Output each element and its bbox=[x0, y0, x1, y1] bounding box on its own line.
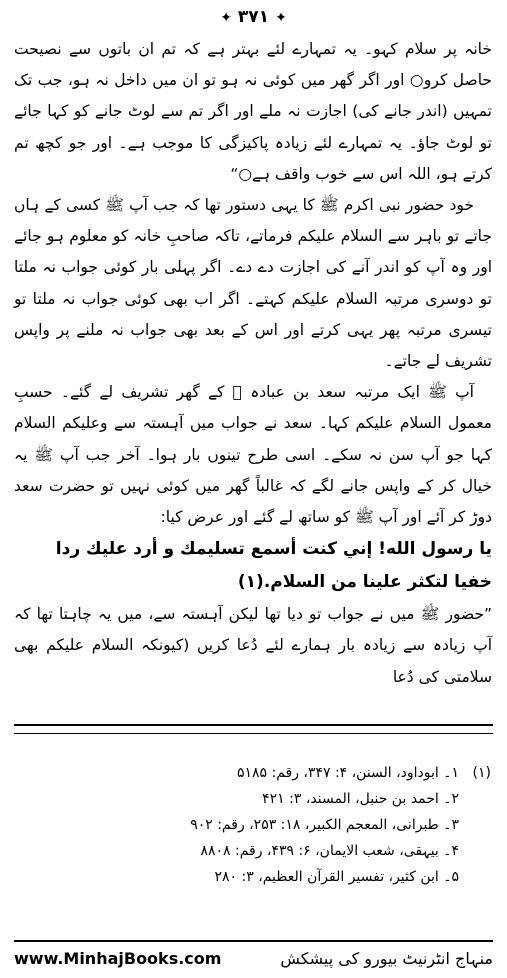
footnote-text: ۲۔ احمد بن حنبل، المسند، ۳: ۴۲۱ bbox=[262, 791, 459, 807]
footnote-text: ۳۔ طبرانی، المعجم الکبیر، ۱۸: ۲۵۳، رقم: ۹۰۲ bbox=[190, 817, 459, 833]
footnote bbox=[15, 760, 491, 786]
footer-url-link[interactable]: www.MinhajBooks.com bbox=[14, 948, 222, 968]
footnotes bbox=[15, 760, 491, 890]
arabic-quote: يا رسول الله! إني كنت أسمع تسليمك و أرد عليك ردا خفيا لتكثر علينا من السلام.(۱) bbox=[55, 539, 492, 593]
paragraph: ”حضور ﷺ میں نے جواب تو دیا تھا لیکن آہستہ سے، میں یہ چاہتا تھا کہ آپ زیادہ سے زیادہ بار ہمارے لئے دُعا کریں (کیونکہ السلام علیکم بھی سلامتی کی دُعا bbox=[14, 605, 492, 686]
footnote-divider-thin bbox=[14, 733, 493, 734]
footnote-marker bbox=[459, 838, 491, 864]
footer-publisher: منہاج انٹرنیٹ بیورو کی پیشکش bbox=[280, 948, 493, 968]
footer bbox=[14, 944, 493, 972]
footnote-marker: (۱) bbox=[472, 765, 491, 781]
footnote-text: ۵۔ ابن کثیر، تفسیر القرآن العظیم، ۳: ۲۸۰ bbox=[214, 869, 459, 885]
footnote bbox=[15, 812, 491, 838]
body-text bbox=[14, 34, 492, 693]
paragraph: خود حضور نبی اکرم ﷺ کا یہی دستور تھا کہ جب آپ ﷺ کسی کے ہاں جاتے تو باہر سے السلام علیکم فرماتے، تاکہ صاحبِ خانہ کو معلوم ہو جائے اور وہ آپ کو اندر آنے کی اجازت دے دے۔ اگر پہلی بار کوئی جواب نہ ملتا تو دوسری مرتبہ السلام علیکم کہتے۔ اگر اب بھی کوئی جواب نہ ملتا تو تیسری مرتبہ پھر یہی کرتے اور اس کے بعد بھی جواب نہ ملنے پر واپس تشریف لے جاتے۔ bbox=[14, 196, 492, 371]
ornament-icon: ✦ bbox=[220, 10, 232, 26]
page-number-text: ۳۷۱ bbox=[237, 7, 270, 27]
footnote bbox=[15, 864, 491, 890]
footnote-text: ۴۔ بیہقی، شعب الایمان، ۶: ۴۳۹، رقم: ۸۸۰۸ bbox=[200, 843, 459, 859]
footnote bbox=[15, 786, 491, 812]
paragraph: خانہ پر سلام کہو۔ یہ تمہارے لئے بہتر ہے کہ تم ان باتوں سے نصیحت حاصل کرو○ اور اگر گھر میں کوئی نہ ہو تو ان میں داخل نہ ہو، جب تک تمہیں (اندر جانے کی) اجازت نہ ملے اور اگر تم سے لوٹ جانے کو کہا جائے تو لوٹ جاؤ۔ یہ تمہارے لئے زیادہ پاکیزگی کا موجب ہے۔ اور جو کچھ تم کرتے ہو، اللہ اس سے خوب واقف ہے○“ bbox=[14, 40, 492, 183]
footer-divider bbox=[14, 940, 493, 942]
footnote-marker bbox=[459, 864, 491, 890]
footnote bbox=[15, 838, 491, 864]
footnote-divider bbox=[14, 724, 493, 726]
ornament-icon: ✦ bbox=[275, 10, 287, 26]
footnote-marker bbox=[459, 812, 491, 838]
paragraph: آپ ﷺ ایک مرتبہ سعد بن عبادہ ﷜ کے گھر تشریف لے گئے۔ حسبِ معمول السلام علیکم کہا۔ سعد نے جواب میں آہستہ سے وعلیکم السلام کہا جو آپ سن نہ سکے۔ اسی طرح تینوں بار ہوا۔ آخر جب آپ ﷺ یہ خیال کر کے واپس جانے لگے کہ غالباً گھر میں کوئی نہیں تو حضرت سعد دوڑ کر آئے اور آپ ﷺ کو ساتھ لے گئے اور عرض کیا: bbox=[14, 383, 492, 527]
footnote-text: ۱۔ ابوداود، السنن، ۴: ۳۴۷، رقم: ۵۱۸۵ bbox=[236, 765, 459, 781]
page-number bbox=[0, 6, 507, 29]
footnote-marker bbox=[459, 786, 491, 812]
